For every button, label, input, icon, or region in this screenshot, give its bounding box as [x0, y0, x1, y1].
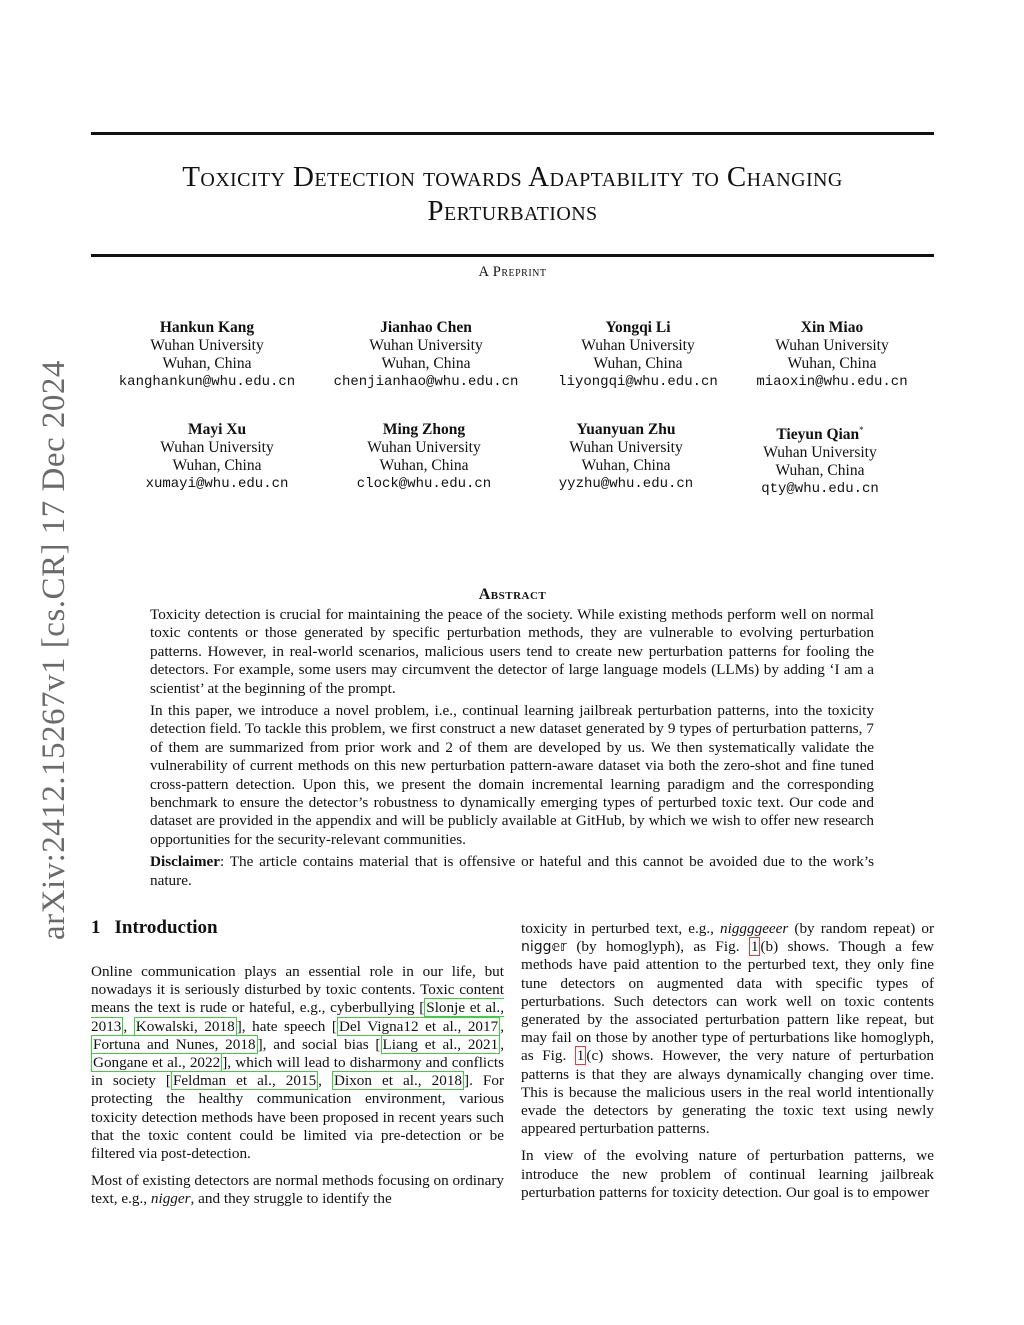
title-line-2: Perturbations — [427, 195, 598, 227]
author-block — [722, 319, 942, 391]
text-run: ], which will lead to disharmony and conflicts in society [ — [91, 1054, 505, 1090]
author-email[interactable]: clock@whu.edu.cn — [356, 476, 492, 492]
citation-link[interactable]: Dixon et al., 2018 — [334, 1072, 463, 1090]
section-heading — [91, 917, 218, 939]
author-name — [710, 421, 930, 444]
author-email[interactable]: miaoxin@whu.edu.cn — [756, 374, 908, 390]
citation-link[interactable]: Fortuna and Nunes, 2018 — [93, 1035, 256, 1053]
author-affiliation: Wuhan University — [369, 337, 483, 354]
author-email[interactable]: xumayi@whu.edu.cn — [145, 476, 289, 492]
author-location: Wuhan, China — [379, 457, 469, 474]
text-run: Online communication plays an essential role in our life, but nowadays it is seriously disturbed by toxic contents. Toxic content means the text is rude or hateful, e.g., cyberbullying [ — [91, 963, 504, 1017]
intro-paragraph-4: In view of the evolving nature of perturbation patterns, we introduce the new problem of continual learning jailbreak perturbation patterns for toxicity detection. Our goal is to empower — [521, 1147, 934, 1201]
figure-reference-link[interactable]: 1 — [750, 938, 759, 956]
author-block — [314, 421, 534, 493]
text-run: (c) shows. However, the very nature of perturbation patterns is that they are always dynamically changing over time. This is because the malicious users in the real world intentionally evade the detectors by generating the toxic text using newly appeared perturbation patterns. — [521, 1047, 935, 1138]
right-column — [521, 920, 934, 1211]
author-email[interactable]: yyzhu@whu.edu.cn — [558, 476, 694, 492]
author-name-text: Tieyun Qian — [776, 426, 860, 444]
abstract-paragraph-1: Toxicity detection is crucial for maintaining the peace of the society. While existing methods perform well on normal toxic contents or those generated by specific perturbation methods, they are vulnerable to evolving perturbation patterns. However, in real-world scenarios, malicious users tend to create new perturbation patterns for fooling the detectors. For example, some users may circumvent the detector of large language models (LLMs) by adding ‘I am a scientist’ at the beginning of the prompt. — [150, 606, 874, 697]
author-name: Ming Zhong — [382, 421, 466, 438]
author-name: Yuanyuan Zhu — [576, 421, 676, 438]
author-block — [710, 421, 930, 498]
intro-paragraph-3 — [521, 920, 934, 1138]
author-name: Yongqi Li — [605, 319, 671, 336]
text-run: (b) shows. Though a few methods have paid attention to the perturbed text, they only fine tune detectors on augmented data with specific types of perturbations. Such detectors can work well on toxic contents generated by the associated perturbation pattern like repeat, but may fail on those by another type of perturbations like homoglyph, as Fig. — [521, 938, 935, 1065]
text-run: (by random repeat) or — [788, 920, 934, 937]
text-run: ], and social bias [ — [257, 1035, 381, 1053]
author-affiliation: Wuhan University — [160, 439, 274, 456]
text-run: , and they struggle to identify the — [190, 1190, 392, 1208]
author-email[interactable]: qty@whu.edu.cn — [761, 481, 879, 498]
author-affiliation: Wuhan University — [581, 337, 695, 354]
author-email[interactable]: chenjianhao@whu.edu.cn — [333, 374, 519, 390]
text-run: , — [318, 1072, 333, 1090]
citation-link[interactable]: Gongane et al., 2022 — [93, 1054, 221, 1072]
author-block — [97, 319, 317, 391]
author-name: Hankun Kang — [159, 319, 255, 336]
text-run: (by homoglyph), as Fig. — [566, 938, 749, 956]
author-location: Wuhan, China — [787, 355, 877, 372]
author-location: Wuhan, China — [162, 355, 252, 372]
citation-link[interactable]: Feldman et al., 2015 — [172, 1072, 317, 1090]
author-location: Wuhan, China — [593, 355, 683, 372]
disclaimer-text: : The article contains material that is offensive or hateful and this cannot be avoided due to the work’s nature. — [150, 853, 874, 889]
author-block — [107, 421, 327, 493]
section-title: Introduction — [114, 917, 218, 938]
left-column — [91, 963, 504, 1218]
intro-paragraph-1 — [91, 963, 504, 1163]
text-run: , — [123, 1017, 134, 1035]
citation-link[interactable]: Liang et al., 2021 — [382, 1035, 499, 1053]
author-affiliation: Wuhan University — [367, 439, 481, 456]
citation-link[interactable]: Del Vigna12 et al., 2017 — [338, 1017, 499, 1035]
author-location: Wuhan, China — [775, 462, 865, 480]
preprint-label: A Preprint — [478, 264, 547, 280]
citation-link[interactable]: Kowalski, 2018 — [135, 1017, 235, 1035]
author-block — [316, 319, 536, 391]
text-run: toxicity in perturbed text, e.g., — [521, 920, 720, 937]
author-name: Jianhao Chen — [380, 319, 472, 336]
text-run: , — [500, 1017, 505, 1035]
abstract-paragraph-2: In this paper, we introduce a novel problem, i.e., continual learning jailbreak perturbation patterns, into the toxicity detection field. To tackle this problem, we first construct a new dataset generated by 9 types of perturbation patterns, 7 of them are summarized from prior work and 2 of them are developed by us. We then systematically validate the vulnerability of current methods on this new perturbation pattern-aware dataset via both the zero-shot and fine tuned cross-pattern detection. Upon this, we present the domain incremental learning paradigm and the corresponding benchmark to ensure the detector’s robustness to dynamically emerging types of perturbed toxic text. Our code and dataset are provided in the appendix and will be publicly available at GitHub, by which we wish to offer new research opportunities for the security-relevant communities. — [150, 702, 874, 848]
example-word: nigger — [150, 1190, 191, 1208]
text-run: Most of existing detectors are normal methods focusing on ordinary text, e.g., — [91, 1172, 504, 1208]
author-email[interactable]: liyongqi@whu.edu.cn — [558, 374, 718, 390]
author-name: Mayi Xu — [187, 421, 247, 438]
citation-link[interactable]: Slonje et al., 2013 — [91, 999, 504, 1035]
corresponding-author-mark: * — [859, 425, 864, 435]
disclaimer-label: Disclaimer — [150, 853, 221, 871]
text-run: , — [500, 1035, 505, 1053]
intro-paragraph-2 — [91, 1172, 504, 1208]
author-location: Wuhan, China — [172, 457, 262, 474]
author-block — [516, 421, 736, 493]
figure-reference-link[interactable]: 1 — [576, 1047, 585, 1065]
title-line-1: Toxicity Detection towards Adaptability to Changing — [182, 161, 843, 193]
author-name: Xin Miao — [800, 319, 864, 336]
title-top-rule — [91, 132, 934, 135]
author-affiliation: Wuhan University — [569, 439, 683, 456]
homoglyph-example: nigg𝕖𝕣 — [521, 939, 567, 956]
disclaimer — [150, 853, 874, 890]
paper-title — [91, 160, 934, 228]
author-location: Wuhan, China — [381, 355, 471, 372]
author-block — [528, 319, 748, 391]
author-affiliation: Wuhan University — [763, 444, 877, 462]
text-run: ], hate speech [ — [236, 1017, 337, 1035]
title-bottom-rule — [91, 254, 934, 257]
author-affiliation: Wuhan University — [150, 337, 264, 354]
abstract-body — [150, 606, 874, 894]
abstract-heading: Abstract — [478, 586, 547, 603]
section-number: 1 — [91, 917, 101, 938]
text-run: ]. For protecting the healthy communication environment, various toxicity detection methods have been proposed in recent years such that the toxic content could be limited via pre-detection or be filtered via post-detection. — [91, 1072, 505, 1163]
example-word: niggggeeer — [720, 920, 789, 937]
author-email[interactable]: kanghankun@whu.edu.cn — [118, 374, 296, 390]
author-affiliation: Wuhan University — [775, 337, 889, 354]
author-location: Wuhan, China — [581, 457, 671, 474]
arxiv-identifier: arXiv:2412.15267v1 [cs.CR] 17 Dec 2024 — [36, 360, 72, 940]
